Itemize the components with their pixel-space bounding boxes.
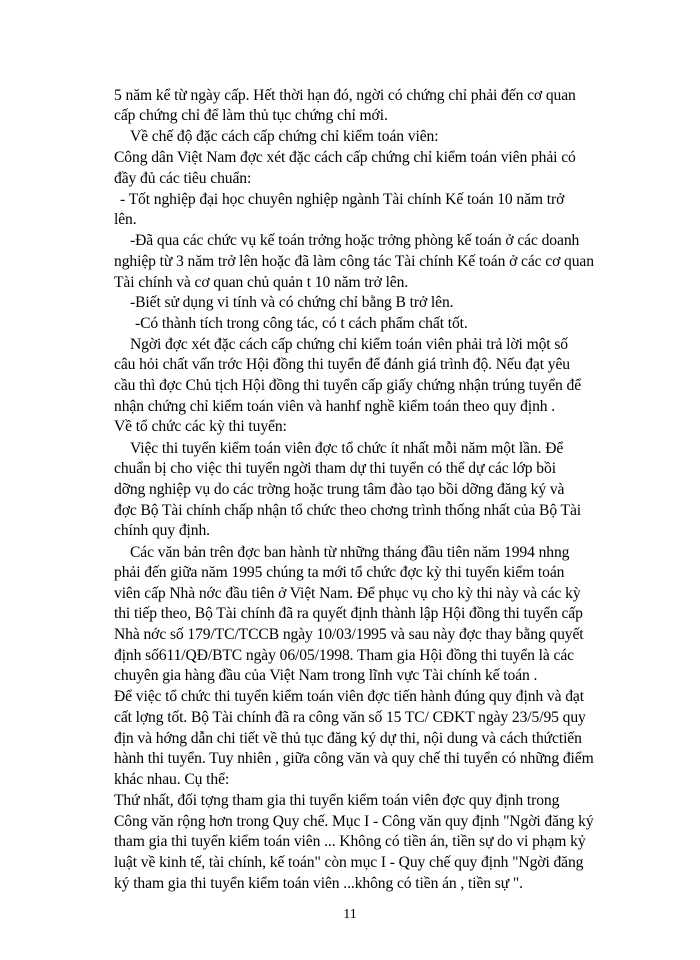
text-line: đợc Bộ Tài chính chấp nhận tổ chức theo chơng trình thống nhất của Bộ Tài (114, 502, 582, 519)
text-line: địn và hớng dẫn chi tiết về thủ tục đăng ký dự thi, nội dung và cách thứctiến (114, 730, 582, 747)
text-line: luật về kinh tế, tài chính, kế toán" còn mục I - Quy chế quy định "Ngời đăng (114, 854, 584, 871)
text-line: lên. (114, 211, 137, 228)
section-heading: Về tổ chức các kỳ thi tuyển: (114, 418, 287, 435)
list-item: -Có thành tích trong công tác, có t cách phẩm chất tốt. (135, 315, 468, 332)
text-line: 5 năm kể từ ngày cấp. Hết thời hạn đó, ngời có chứng chỉ phải đến cơ quan (114, 87, 576, 104)
text-line: chuyên gia hàng đầu của Việt Nam trong lĩnh vực Tài chính kế toán . (114, 667, 538, 684)
text-line: viên cấp Nhà nớc đầu tiên ở Việt Nam. Để phục vụ cho kỳ thi này và các kỳ (114, 585, 581, 602)
text-line: dỡng nghiệp vụ do các trờng hoặc trung tâm đào tạo bồi dỡng đăng ký và (114, 481, 565, 498)
text-line: thi tiếp theo, Bộ Tài chính đã ra quyết định thành lập Hội đồng thi tuyển cấp (114, 605, 583, 622)
text-line: cầu thì đợc Chủ tịch Hội đồng thi tuyển cấp giấy chứng nhận trúng tuyển để (114, 377, 582, 394)
text-line: Ngời đợc xét đặc cách cấp chứng chỉ kiểm toán viên phải trả lời một số (130, 336, 568, 353)
text-line: định số611/QĐ/BTC ngày 06/05/1998. Tham gia Hội đồng thi tuyển là các (114, 647, 574, 664)
text-line: đầy đủ các tiêu chuẩn: (114, 170, 252, 187)
text-line: câu hỏi chất vấn trớc Hội đồng thi tuyển để đánh giá trình độ. Nếu đạt yêu (114, 356, 570, 373)
text-line: nghiệp từ 3 năm trở lên hoặc đã làm công tác Tài chính Kế toán ở các cơ quan (114, 253, 594, 270)
text-line: phải đến giữa năm 1995 chúng ta mới tổ chức đợc kỳ thi tuyển kiểm toán (114, 564, 565, 581)
text-line: nhận chứng chỉ kiểm toán viên và hanhf nghề kiểm toán theo quy định . (114, 398, 556, 415)
page-number: 11 (343, 907, 357, 922)
text-line: Để việc tổ chức thi tuyển kiểm toán viên đợc tiến hành đúng quy định và đạt (114, 688, 584, 705)
list-item: -Biết sử dụng vi tính và có chứng chỉ bằng B trở lên. (130, 294, 454, 311)
text-line: Các văn bản trên đợc ban hành từ những tháng đầu tiên năm 1994 nhng (130, 544, 570, 561)
text-line: cấp chứng chỉ để làm thủ tục chứng chỉ mới. (114, 107, 388, 124)
text-line: chuẩn bị cho việc thi tuyển ngời tham dự thi tuyển có thể dự các lớp bồi (114, 460, 556, 477)
list-item: -Đã qua các chức vụ kế toán trởng hoặc trởng phòng kế toán ở các doanh (130, 232, 580, 249)
text-line: cất lợng tốt. Bộ Tài chính đã ra công văn số 15 TC/ CĐKT ngày 23/5/95 quy (114, 709, 586, 726)
text-line: Nhà nớc số 179/TC/TCCB ngày 10/03/1995 và sau này đợc thay bằng quyết (114, 626, 584, 643)
text-line: khác nhau. Cụ thể: (114, 771, 230, 788)
text-line: Công văn rộng hơn trong Quy chế. Mục I - Công văn quy định "Ngời đăng ký (114, 813, 594, 830)
section-heading: Về chế độ đặc cách cấp chứng chỉ kiểm toán viên: (130, 128, 439, 145)
text-line: chính quy định. (114, 522, 210, 539)
text-line: Công dân Việt Nam đợc xét đặc cách cấp chứng chỉ kiểm toán viên phải có (114, 149, 576, 166)
text-line: Thứ nhất, đối tợng tham gia thi tuyển kiểm toán viên đợc quy định trong (114, 792, 560, 809)
text-line: Việc thi tuyển kiểm toán viên đợc tổ chức ít nhất mỗi năm một lần. Để (130, 440, 564, 457)
list-item: - Tốt nghiệp đại học chuyên nghiệp ngành Tài chính Kế toán 10 năm trở (120, 191, 565, 208)
text-line: Tài chính và cơ quan chủ quản t 10 năm trở lên. (114, 274, 409, 291)
text-line: tham gia thi tuyển kiểm toán viên ... Không có tiền án, tiền sự do vi phạm kỷ (114, 833, 586, 850)
text-line: ký tham gia thi tuyển kiểm toán viên ...không có tiền án , tiền sự ". (114, 875, 523, 892)
text-line: hành thi tuyển. Tuy nhiên , giữa công văn và quy chế thi tuyển có những điểm (114, 750, 594, 767)
